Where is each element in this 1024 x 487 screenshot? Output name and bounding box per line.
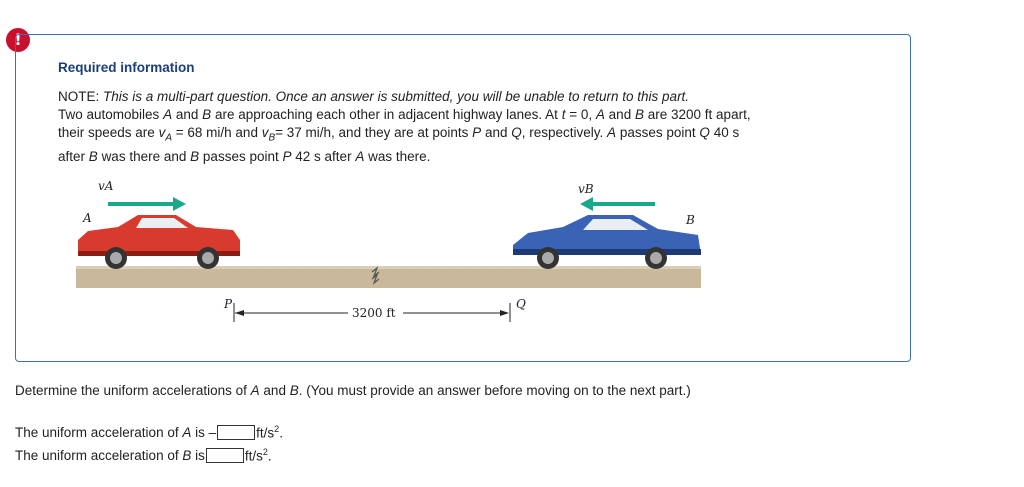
var-a: A — [355, 148, 365, 164]
var-b: B — [190, 148, 200, 164]
car-b — [513, 215, 701, 269]
unit-a — [256, 424, 283, 441]
text: are approaching each other in adjacent highway lanes. At — [214, 107, 558, 122]
var-v: v — [261, 125, 269, 140]
var-b: B — [289, 383, 299, 398]
text: Determine the uniform accelerations of — [15, 383, 247, 398]
var-a: A — [607, 125, 617, 140]
alert-icon: ! — [6, 28, 30, 52]
var-p: P — [472, 125, 482, 140]
var-p: P — [282, 148, 292, 164]
text: their speeds are — [58, 125, 155, 140]
text: and — [608, 107, 632, 122]
text: are 3200 ft apart, — [647, 107, 751, 122]
answer-row-a — [15, 424, 283, 441]
text: Two automobiles — [58, 107, 160, 122]
acceleration-b-input[interactable] — [206, 448, 244, 463]
label-p: P — [224, 297, 233, 311]
text: 42 s after — [295, 148, 352, 164]
text: 2 — [262, 447, 268, 457]
text: is – — [195, 424, 217, 440]
text: = 37 mi/h, and they are at points — [275, 125, 469, 140]
var-a: A — [182, 424, 192, 440]
label-va: vA — [98, 179, 114, 193]
road — [76, 268, 701, 288]
var-t: t — [561, 107, 566, 122]
var-b: B — [88, 148, 98, 164]
text: = 68 mi/h and — [175, 125, 258, 140]
text: . — [267, 448, 272, 464]
cars-figure — [58, 145, 708, 325]
text: , respectively. — [521, 125, 604, 140]
text: . — [279, 425, 283, 441]
text: and — [484, 125, 508, 140]
var-a: A — [250, 383, 260, 398]
label-b: B — [686, 213, 695, 227]
var-b: B — [202, 107, 212, 122]
answer-label: The uniform acceleration of — [15, 424, 179, 440]
var-q: Q — [699, 125, 710, 140]
acceleration-a-input[interactable] — [217, 425, 255, 440]
var-a: A — [163, 107, 173, 122]
arrow-right-icon — [108, 197, 186, 211]
distance-label: 3200 ft — [352, 306, 396, 320]
label-a: A — [83, 211, 92, 225]
note-text: This is a multi-part question. Once an answer is submitted, you will be unable to return to this part. — [103, 89, 690, 104]
info-title: Required information — [58, 60, 195, 75]
answer-row-b — [15, 447, 272, 464]
text: was there. — [368, 148, 431, 164]
text: 40 s — [713, 125, 740, 140]
text: passes point — [202, 148, 279, 164]
text: . (You must provide an answer before moving on to the next part.) — [298, 383, 691, 398]
text: passes point — [619, 125, 696, 140]
car-a — [78, 215, 240, 269]
sub-b: B — [268, 132, 276, 144]
arrow-left-icon — [580, 197, 655, 211]
var-v: v — [158, 125, 166, 140]
text: is — [195, 447, 205, 463]
text: ft/s — [244, 448, 263, 464]
unit-b — [245, 447, 272, 464]
text: ft/s — [256, 425, 275, 441]
label-vb: vB — [578, 182, 594, 196]
question-text — [15, 383, 691, 398]
note-prefix: NOTE: — [58, 89, 100, 104]
var-b: B — [182, 447, 192, 463]
text: was there and — [101, 148, 187, 164]
sub-a: A — [165, 132, 172, 144]
answer-label: The uniform acceleration of — [15, 447, 179, 463]
text: and — [175, 107, 199, 122]
label-q: Q — [516, 297, 526, 311]
var-b: B — [634, 107, 644, 122]
var-q: Q — [511, 125, 522, 140]
text: = 0, — [569, 107, 593, 122]
text: and — [263, 383, 286, 398]
text: 2 — [274, 424, 280, 434]
var-a: A — [595, 107, 605, 122]
text: after — [58, 148, 86, 164]
